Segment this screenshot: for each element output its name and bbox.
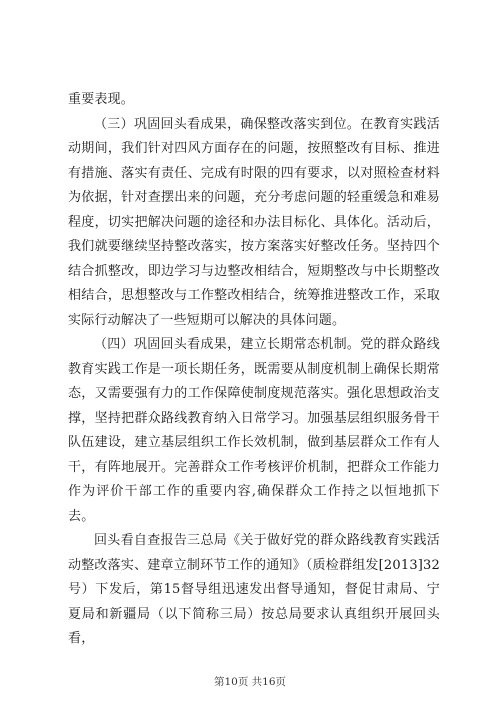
document-body [68, 88, 440, 652]
paragraph-continuation: 重要表现。 [68, 92, 135, 107]
paragraph-self-inspection-report: 回头看自查报告三总局《关于做好党的群众路线教育实践活动整改落实、建章立制环节工作的通知》（质检群组发[2013]32号）下发后，第15督导组迅速发出督导通知，督促甘肃局、宁夏局和新疆局（以下简称三局）按总局要求认真组织开展回头看， [68, 533, 440, 646]
paragraph-section-three: （三）巩固回头看成果，确保整改落实到位。在教育实践活动期间，我们针对四风方面存在的问题，按照整改有目标、推进有措施、落实有责任、完成有时限的四有要求，以对照检查材料为依据，针对查摆出来的问题，充分考虑问题的轻重缓急和难易程度，切实把解决问题的途径和办法目标化、具体化。活动后，我们就要继续坚持整改落实，按方案落实好整改任务。坚持四个结合抓整改，即边学习与边整改相结合，短期整改与中长期整改相结合，思想整改与工作整改相结合，统筹推进整改工作，采取实际行动解决了一些短期可以解决的具体问题。 [68, 116, 440, 328]
page-number-footer: 第10页 共16页 [213, 676, 287, 688]
paragraph-section-four: （四）巩固回头看成果，建立长期常态机制。党的群众路线教育实践工作是一项长期任务，既需要从制度机制上确保长期常态，又需要强有力的工作保障使制度规范落实。强化思想政治支撑，坚持把群众路线教育纳入日常学习。加强基层组织服务骨干队伍建设，建立基层组织工作长效机制，做到基层群众工作有人干，有阵地展开。完善群众工作考核评价机制，把群众工作能力作为评价干部工作的重要内容,确保群众工作持之以恒地抓下去。 [68, 337, 440, 524]
